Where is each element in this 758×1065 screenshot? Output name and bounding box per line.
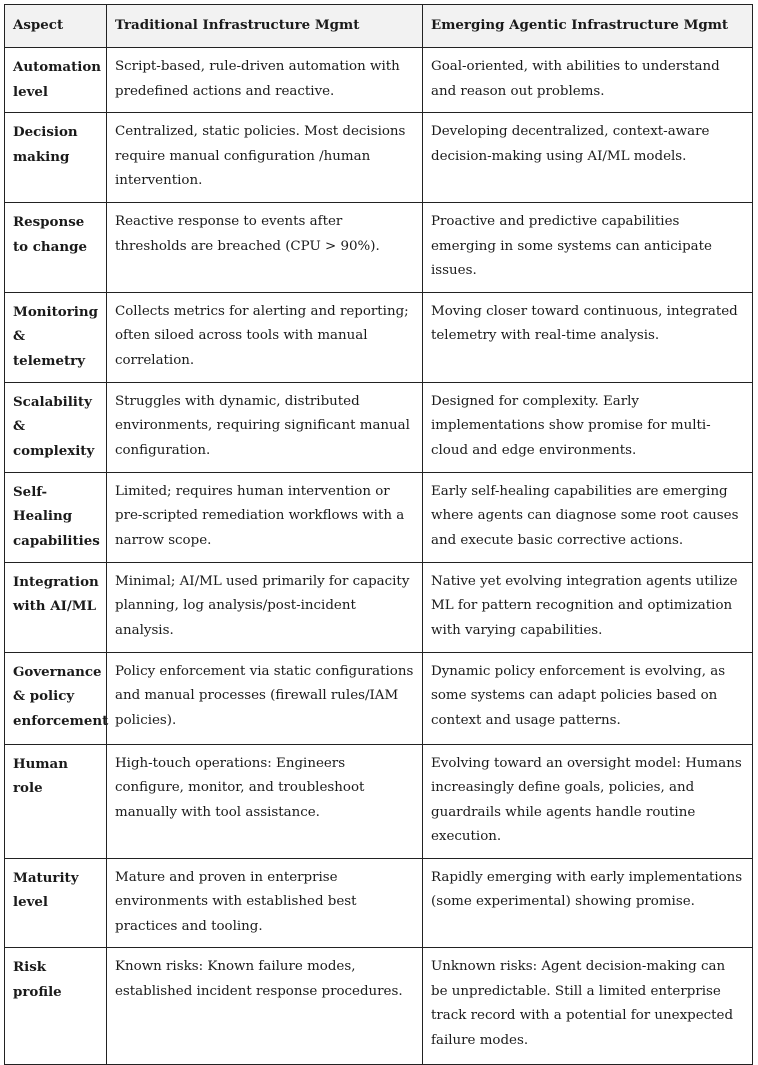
row-traditional: High-touch operations: Engineers configure, monitor, and troubleshoot manually with tool assistance.	[107, 744, 423, 858]
table-row	[5, 113, 753, 203]
row-emerging: Developing decentralized, context-aware decision-making using AI/ML models.	[423, 113, 753, 203]
row-traditional: Script-based, rule-driven automation with predefined actions and reactive.	[107, 48, 423, 113]
row-emerging: Evolving toward an oversight model: Humans increasingly define goals, policies, and guardrails while agents handle routine execution.	[423, 744, 753, 858]
row-aspect: Decision making	[5, 113, 107, 203]
table-body	[5, 48, 753, 1065]
table-row	[5, 948, 753, 1065]
row-aspect: Integration with AI/ML	[5, 562, 107, 652]
row-emerging: Moving closer toward continuous, integrated telemetry with real-time analysis.	[423, 292, 753, 382]
row-aspect: Governance & policy enforcement	[5, 652, 107, 744]
row-emerging: Dynamic policy enforcement is evolving, as some systems can adapt policies based on context and usage patterns.	[423, 652, 753, 744]
table-row	[5, 382, 753, 472]
header-row	[5, 5, 753, 48]
row-aspect: Self-Healing capabilities	[5, 472, 107, 562]
row-emerging: Goal-oriented, with abilities to understand and reason out problems.	[423, 48, 753, 113]
table-row	[5, 562, 753, 652]
table-row	[5, 652, 753, 744]
row-emerging: Rapidly emerging with early implementations (some experimental) showing promise.	[423, 858, 753, 948]
row-traditional: Minimal; AI/ML used primarily for capacity planning, log analysis/post-incident analysis.	[107, 562, 423, 652]
row-emerging: Unknown risks: Agent decision-making can be unpredictable. Still a limited enterprise track record with a potential for unexpected failure modes.	[423, 948, 753, 1065]
header-traditional: Traditional Infrastructure Mgmt	[107, 5, 423, 48]
row-emerging: Proactive and predictive capabilities emerging in some systems can anticipate issues.	[423, 203, 753, 293]
table-row	[5, 203, 753, 293]
row-aspect: Human role	[5, 744, 107, 858]
table-header	[5, 5, 753, 48]
row-traditional: Mature and proven in enterprise environments with established best practices and tooling.	[107, 858, 423, 948]
row-traditional: Collects metrics for alerting and reporting; often siloed across tools with manual correlation.	[107, 292, 423, 382]
row-aspect: Scalability & complexity	[5, 382, 107, 472]
row-aspect: Response to change	[5, 203, 107, 293]
row-traditional: Limited; requires human intervention or pre-scripted remediation workflows with a narrow scope.	[107, 472, 423, 562]
row-traditional: Known risks: Known failure modes, established incident response procedures.	[107, 948, 423, 1065]
header-emerging: Emerging Agentic Infrastructure Mgmt	[423, 5, 753, 48]
row-traditional: Struggles with dynamic, distributed environments, requiring significant manual configuration.	[107, 382, 423, 472]
row-emerging: Native yet evolving integration agents utilize ML for pattern recognition and optimization with varying capabilities.	[423, 562, 753, 652]
row-traditional: Reactive response to events after thresholds are breached (CPU > 90%).	[107, 203, 423, 293]
row-traditional: Centralized, static policies. Most decisions require manual configuration /human intervention.	[107, 113, 423, 203]
table-row	[5, 858, 753, 948]
header-aspect: Aspect	[5, 5, 107, 48]
row-aspect: Automation level	[5, 48, 107, 113]
table-row	[5, 472, 753, 562]
comparison-table	[4, 4, 753, 1065]
row-aspect: Maturity level	[5, 858, 107, 948]
row-aspect: Monitoring & telemetry	[5, 292, 107, 382]
table-row	[5, 48, 753, 113]
table-row	[5, 292, 753, 382]
table-row	[5, 744, 753, 858]
row-emerging: Designed for complexity. Early implementations show promise for multi-cloud and edge environments.	[423, 382, 753, 472]
row-emerging: Early self-healing capabilities are emerging where agents can diagnose some root causes and execute basic corrective actions.	[423, 472, 753, 562]
row-traditional: Policy enforcement via static configurations and manual processes (firewall rules/IAM policies).	[107, 652, 423, 744]
row-aspect: Risk profile	[5, 948, 107, 1065]
